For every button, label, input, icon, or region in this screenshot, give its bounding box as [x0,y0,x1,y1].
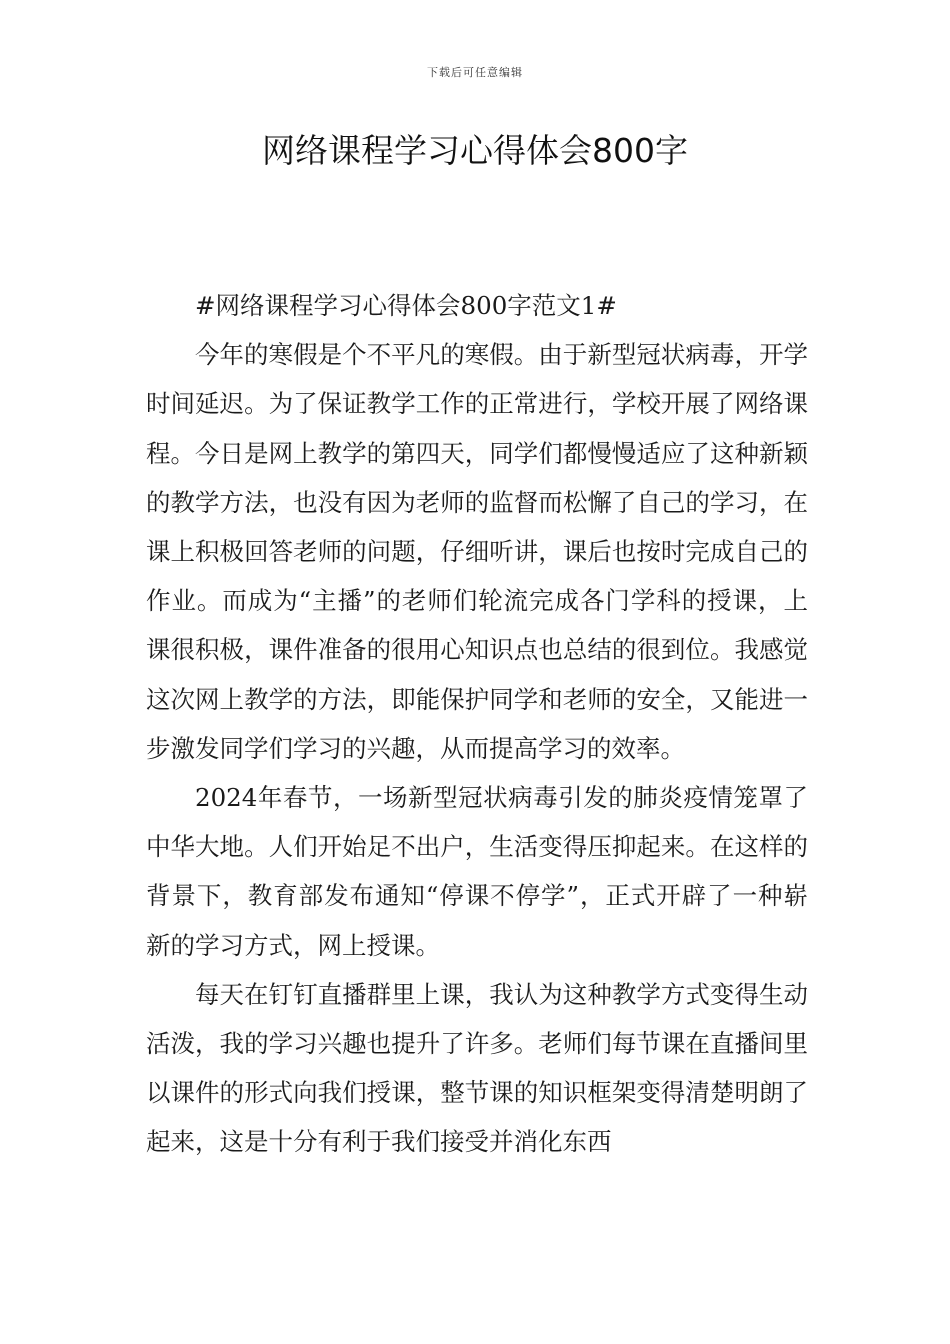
header-note: 下载后可任意编辑 [427,66,523,79]
paragraph-2: 2024年春节，一场新型冠状病毒引发的肺炎疫情笼罩了中华大地。人们开始足不出户，生活变得压抑起来。在这样的背景下，教育部发布通知“停课不停学”，正式开辟了一种崭新的学习方式，网上授课。 [146,783,808,960]
section-heading: #网络课程学习心得体会800字范文1# [195,291,617,320]
paragraph-3: 每天在钉钉直播群里上课，我认为这种教学方式变得生动活泼，我的学习兴趣也提升了许多。老师们每节课在直播间里以课件的形式向我们授课，整节课的知识框架变得清楚明朗了起来，这是十分有利于我们接受并消化东西 [146,979,808,1157]
paragraph-1: 今年的寒假是个不平凡的寒假。由于新型冠状病毒，开学时间延迟。为了保证教学工作的正常进行，学校开展了网络课程。今日是网上教学的第四天，同学们都慢慢适应了这种新颖的教学方法，也没有因为老师的监督而松懈了自己的学习，在课上积极回答老师的问题，仔细听讲，课后也按时完成自己的作业。而成为“主播”的老师们轮流完成各门学科的授课，上课很积极，课件准备的很用心知识点也总结的很到位。我感觉这次网上教学的方法，即能保护同学和老师的安全，又能进一步激发同学们学习的兴趣，从而提高学习的效率。 [146,340,808,763]
document-title: 网络课程学习心得体会800字 [262,131,688,170]
document-body [146,281,808,1167]
